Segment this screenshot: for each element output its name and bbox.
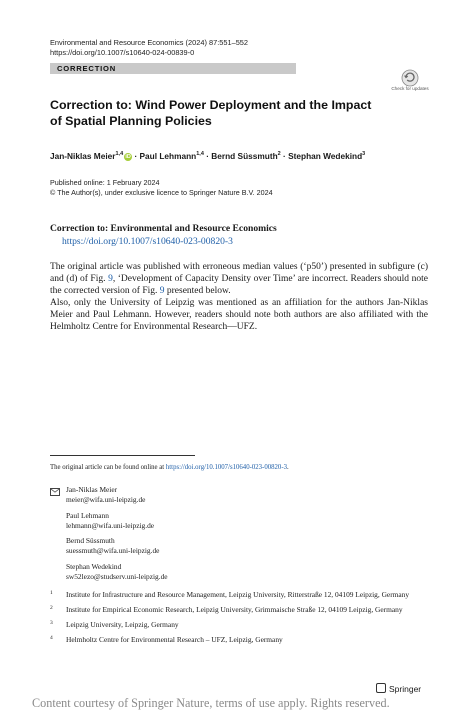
- courtesy-notice: Content courtesy of Springer Nature, terms of use apply. Rights reserved.: [32, 696, 390, 710]
- affiliation-text: Helmholtz Centre for Environmental Research – UFZ, Leipzig, Germany: [66, 635, 283, 644]
- check-updates-icon: [394, 69, 426, 87]
- contact-email[interactable]: meier@wifa.uni-leipzig.de: [66, 495, 146, 504]
- footnote-link[interactable]: https://doi.org/10.1007/s10640-023-00820-3: [165, 464, 287, 471]
- author-separator: ·: [280, 150, 289, 161]
- affiliation-number: 3: [50, 620, 53, 626]
- body-text: , ‘Development of Capacity Density over Time’ are incorrect. Readers should note the corrected version of Fig.: [50, 273, 428, 296]
- check-updates-label: Check for updates: [391, 86, 429, 91]
- contact-list: [66, 485, 168, 587]
- author-name[interactable]: Jan‑Niklas Meier: [50, 150, 116, 161]
- publication-info: [50, 178, 273, 197]
- contact-entry: [66, 485, 168, 505]
- footnote-text: .: [286, 464, 289, 471]
- author-name[interactable]: Paul Lehmann: [139, 150, 197, 161]
- mail-icon: [50, 488, 60, 496]
- contact-entry: [66, 562, 168, 582]
- copyright-notice: © The Author(s), under exclusive licence to Springer Nature B.V. 2024: [50, 187, 273, 197]
- article-body: [50, 262, 428, 333]
- contact-name: Stephan Wedekind: [66, 561, 122, 571]
- author-affil-sup: 1,4: [115, 151, 124, 157]
- figure-link[interactable]: 9: [159, 285, 165, 296]
- orcid-icon[interactable]: iD: [125, 153, 131, 160]
- article-type-banner: [50, 63, 296, 74]
- publisher-name: Springer: [389, 684, 422, 694]
- affiliation-text: Institute for Infrastructure and Resource Management, Leipzig University, Ritterstraße 12, 04109 Leipzig, Germany: [66, 590, 410, 599]
- springer-horse-icon: [376, 683, 386, 693]
- journal-line: Environmental and Resource Economics (2024) 87:551–552: [50, 38, 249, 47]
- affiliation-number: 2: [50, 605, 53, 611]
- affiliation-entry: [50, 620, 428, 630]
- correction-doi-link[interactable]: https://doi.org/10.1007/s10640-023-00820-3: [62, 236, 233, 247]
- contact-name: Paul Lehmann: [66, 510, 109, 520]
- contact-email[interactable]: suessmuth@wifa.uni-leipzig.de: [66, 546, 160, 556]
- author-name[interactable]: Bernd Süssmuth: [211, 150, 278, 161]
- envelope-flap: [51, 489, 59, 495]
- publisher-logo: [376, 683, 421, 695]
- author-separator: ·: [132, 150, 140, 161]
- footnote-text: The original article can be found online at: [50, 464, 166, 471]
- affiliation-entry: [50, 635, 428, 645]
- affiliation-text: Leipzig University, Leipzig, Germany: [66, 620, 179, 629]
- affiliation-number: 4: [50, 635, 53, 641]
- body-paragraph-1: [50, 262, 428, 298]
- banner-label: CORRECTION: [57, 64, 117, 73]
- author-affil-sup: 1,4: [196, 151, 204, 157]
- contact-name: Jan-Niklas Meier: [66, 485, 118, 494]
- figure-link[interactable]: 9: [108, 273, 113, 284]
- contact-email[interactable]: lehmann@wifa.uni-leipzig.de: [66, 520, 155, 530]
- contact-entry: [66, 511, 168, 531]
- author-affil-sup: 3: [362, 151, 366, 157]
- footnote-divider: [50, 455, 195, 456]
- doi-line[interactable]: https://doi.org/10.1007/s10640-024-00839-0: [50, 48, 195, 57]
- affiliation-entry: [50, 605, 428, 615]
- check-for-updates-badge[interactable]: [394, 69, 426, 99]
- author-name[interactable]: Stephan Wedekind: [288, 150, 363, 161]
- affiliation-entry: [50, 590, 428, 600]
- contact-name: Bernd Süssmuth: [66, 536, 115, 546]
- body-paragraph-2: Also, only the University of Leipzig was mentioned as an affiliation for the authors Jan-Niklas Meier and Paul Lehmann. However, readers should note both authors are also affiliated with the Helmholtz Centre for Environmental Research—UFZ.: [50, 297, 428, 332]
- affiliation-text: Institute for Empirical Economic Research, Leipzig University, Grimmaische Straße 12, 04109 Leipzig, Germany: [66, 605, 403, 614]
- affiliation-list: [50, 590, 428, 650]
- footnote: [50, 463, 289, 472]
- journal-citation: [50, 38, 248, 58]
- published-date: Published online: 1 February 2024: [50, 178, 160, 187]
- contact-entry: [66, 536, 168, 556]
- affiliation-number: 1: [50, 590, 53, 596]
- contact-email[interactable]: sw52lezo@studserv.uni-leipzig.de: [66, 571, 168, 581]
- correction-heading: Correction to: Environmental and Resource Economics: [50, 223, 277, 234]
- article-title: Correction to: Wind Power Deployment and the Impact of Spatial Planning Policies: [50, 98, 372, 128]
- author-separator: ·: [203, 150, 212, 161]
- author-affil-sup: 2: [277, 151, 281, 157]
- body-text: presented below.: [164, 285, 231, 296]
- author-list: [50, 148, 440, 162]
- body-text: The original article was published with erroneous median values (‘p50’) presented in subfigure (c) and (d) of Fig.: [50, 262, 428, 284]
